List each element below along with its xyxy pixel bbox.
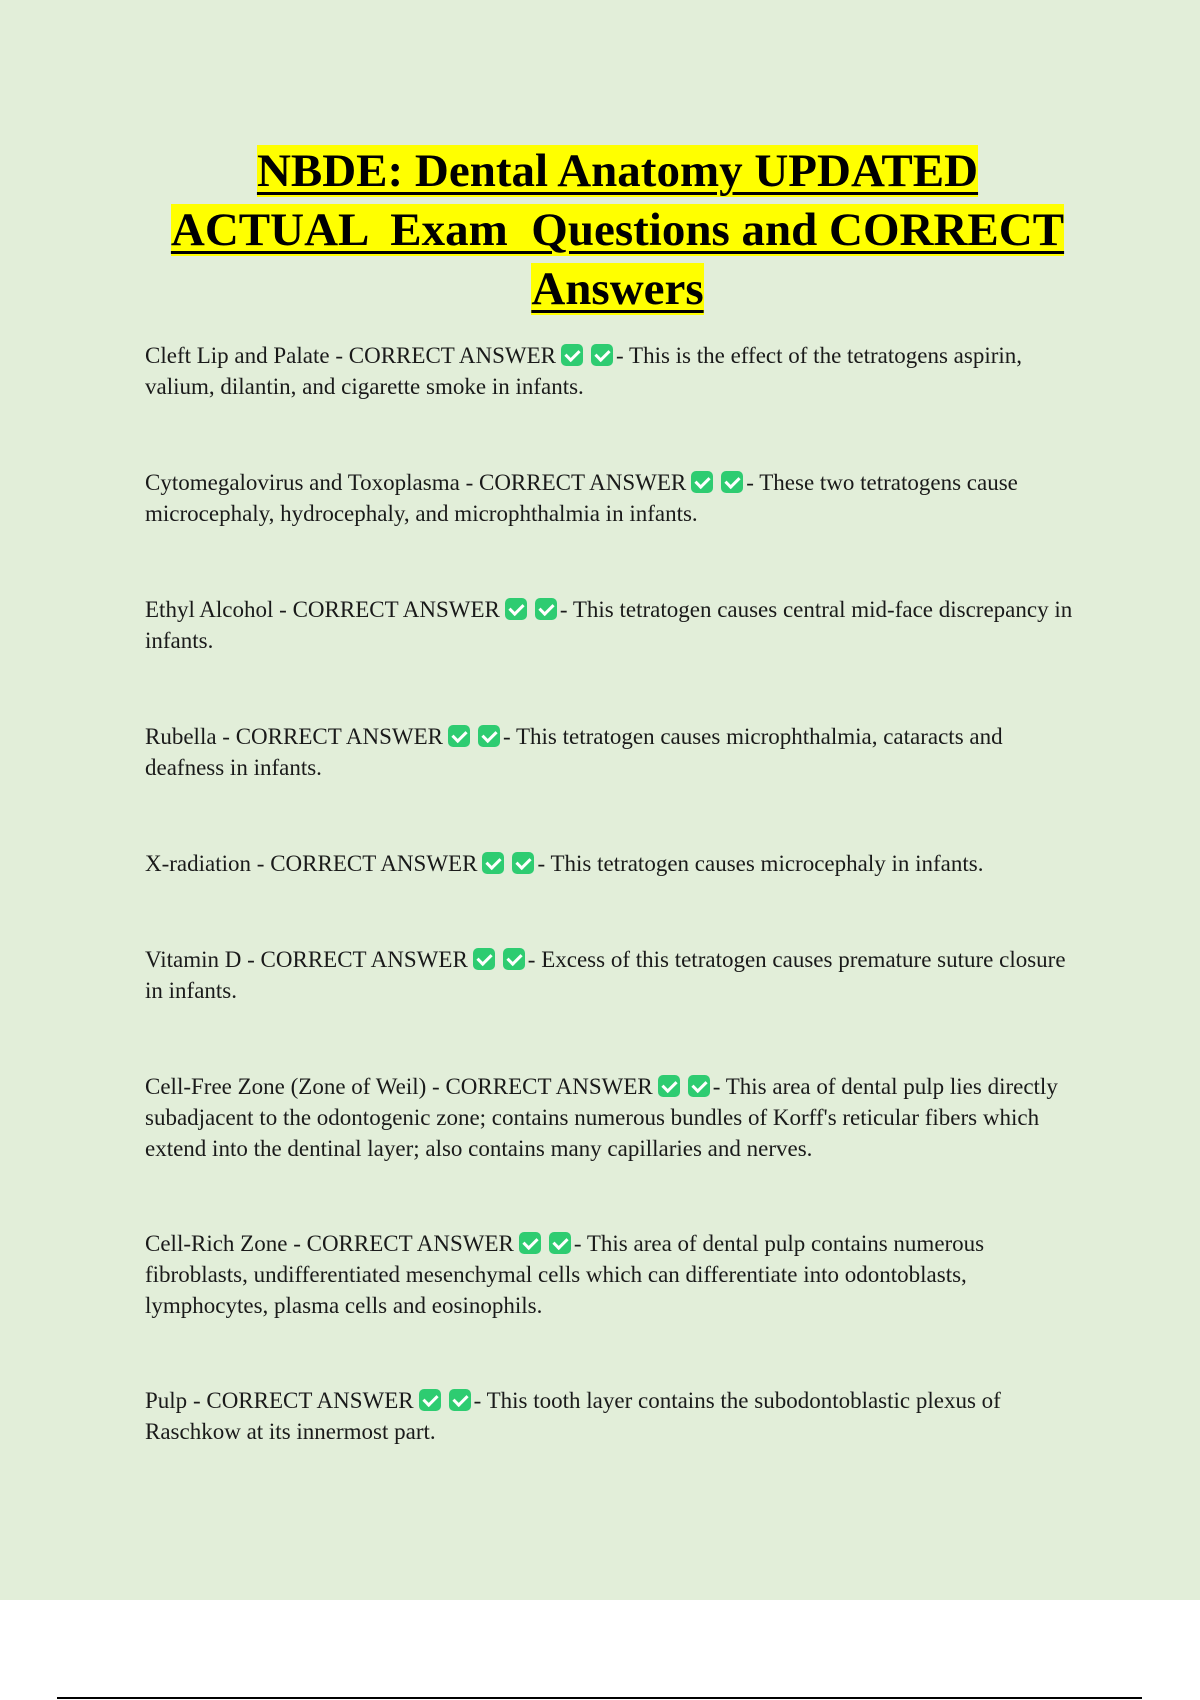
check-box-icon <box>519 1232 541 1254</box>
footer-divider <box>57 1697 1142 1699</box>
answer-marker: CORRECT ANSWER <box>445 1074 653 1099</box>
check-box-icon <box>482 852 504 874</box>
check-box-icon <box>688 1075 710 1097</box>
answer-text: This tetratogen causes central mid-face discrepancy in infants. <box>145 597 1073 653</box>
question-term: X-radiation <box>145 851 252 876</box>
question-term: Cleft Lip and Palate <box>145 343 330 368</box>
answer-text: These two tetratogens cause microcephaly, hydrocephaly, and microphthalmia in infants. <box>145 470 1018 526</box>
question-answer-list <box>145 340 1085 1447</box>
answer-marker: CORRECT ANSWER <box>260 947 468 972</box>
qa-item: Pulp - CORRECT ANSWER - This tooth layer contains the subodontoblastic plexus of Raschkow at its innermost part. <box>145 1388 1001 1444</box>
qa-item: Ethyl Alcohol - CORRECT ANSWER - This tetratogen causes central mid-face discrepancy in infants. <box>145 597 1073 653</box>
qa-item: Cytomegalovirus and Toxoplasma - CORRECT ANSWER - These two tetratogens cause microcephaly, hydrocephaly, and microphthalmia in infants. <box>145 470 1018 526</box>
answer-text: This is the effect of the tetratogens aspirin, valium, dilantin, and cigarette smoke in infants. <box>145 343 1023 399</box>
question-term: Cell-Free Zone (Zone of Weil) <box>145 1074 427 1099</box>
qa-item: X-radiation - CORRECT ANSWER - This tetratogen causes microcephaly in infants. <box>145 851 984 876</box>
question-term: Ethyl Alcohol <box>145 597 274 622</box>
answer-text: This tetratogen causes microphthalmia, cataracts and deafness in infants. <box>145 724 1003 780</box>
question-term: Vitamin D <box>145 947 242 972</box>
check-box-icon <box>512 852 534 874</box>
answer-marker: CORRECT ANSWER <box>292 597 500 622</box>
answer-marker: CORRECT ANSWER <box>206 1388 414 1413</box>
check-box-icon <box>535 598 557 620</box>
answer-marker: CORRECT ANSWER <box>348 343 557 368</box>
answer-text: Excess of this tetratogen causes premature suture closure in infants. <box>145 947 1066 1003</box>
check-box-icon <box>591 344 613 366</box>
check-box-icon <box>419 1389 441 1411</box>
check-box-icon <box>505 598 527 620</box>
qa-item: Vitamin D - CORRECT ANSWER - Excess of this tetratogen causes premature suture closure in infants. <box>145 947 1066 1003</box>
answer-marker: CORRECT ANSWER <box>306 1231 514 1256</box>
qa-item: Cell-Free Zone (Zone of Weil) - CORRECT ANSWER - This area of dental pulp lies directly subadjacent to the odontogenic zone; contains numerous bundles of Korff's reticular fibers which extend into the dentinal layer; also contains many capillaries and nerves. <box>145 1074 1058 1161</box>
question-term: Pulp <box>145 1388 188 1413</box>
qa-item: Rubella - CORRECT ANSWER - This tetratogen causes microphthalmia, cataracts and deafness in infants. <box>145 724 1003 780</box>
check-box-icon <box>448 725 470 747</box>
document-title <box>110 142 1125 319</box>
answer-text: This tetratogen causes microcephaly in infants. <box>550 851 984 876</box>
check-box-icon <box>658 1075 680 1097</box>
check-box-icon <box>691 471 713 493</box>
question-term: Cell-Rich Zone <box>145 1231 288 1256</box>
check-box-icon <box>449 1389 471 1411</box>
check-box-icon <box>478 725 500 747</box>
title-line: ACTUAL Exam Questions and CORRECT <box>170 204 1065 256</box>
check-box-icon <box>473 948 495 970</box>
title-line: Answers <box>531 263 704 315</box>
check-box-icon <box>549 1232 571 1254</box>
check-box-icon <box>561 344 583 366</box>
answer-text: This area of dental pulp lies directly subadjacent to the odontogenic zone; contains numerous bundles of Korff's reticular fibers which extend into the dentinal layer; also contains many capillaries and nerves. <box>145 1074 1058 1161</box>
check-box-icon <box>503 948 525 970</box>
title-line: NBDE: Dental Anatomy UPDATED <box>256 145 979 197</box>
question-term: Rubella <box>145 724 217 749</box>
check-box-icon <box>721 471 743 493</box>
answer-marker: CORRECT ANSWER <box>270 851 478 876</box>
answer-text: This area of dental pulp contains numerous fibroblasts, undifferentiated mesenchymal cells which can differentiate into odontoblasts, lymphocytes, plasma cells and eosinophils. <box>145 1231 985 1318</box>
answer-marker: CORRECT ANSWER <box>235 724 443 749</box>
answer-marker: CORRECT ANSWER <box>478 470 687 495</box>
qa-item: Cleft Lip and Palate - CORRECT ANSWER - This is the effect of the tetratogens aspirin, valium, dilantin, and cigarette smoke in infants. <box>145 343 1023 399</box>
qa-item: Cell-Rich Zone - CORRECT ANSWER - This area of dental pulp contains numerous fibroblasts, undifferentiated mesenchymal cells which can differentiate into odontoblasts, lymphocytes, plasma cells and eosinophils. <box>145 1231 985 1318</box>
answer-text: This tooth layer contains the subodontoblastic plexus of Raschkow at its innermost part. <box>145 1388 1001 1444</box>
question-term: Cytomegalovirus and Toxoplasma <box>145 470 460 495</box>
